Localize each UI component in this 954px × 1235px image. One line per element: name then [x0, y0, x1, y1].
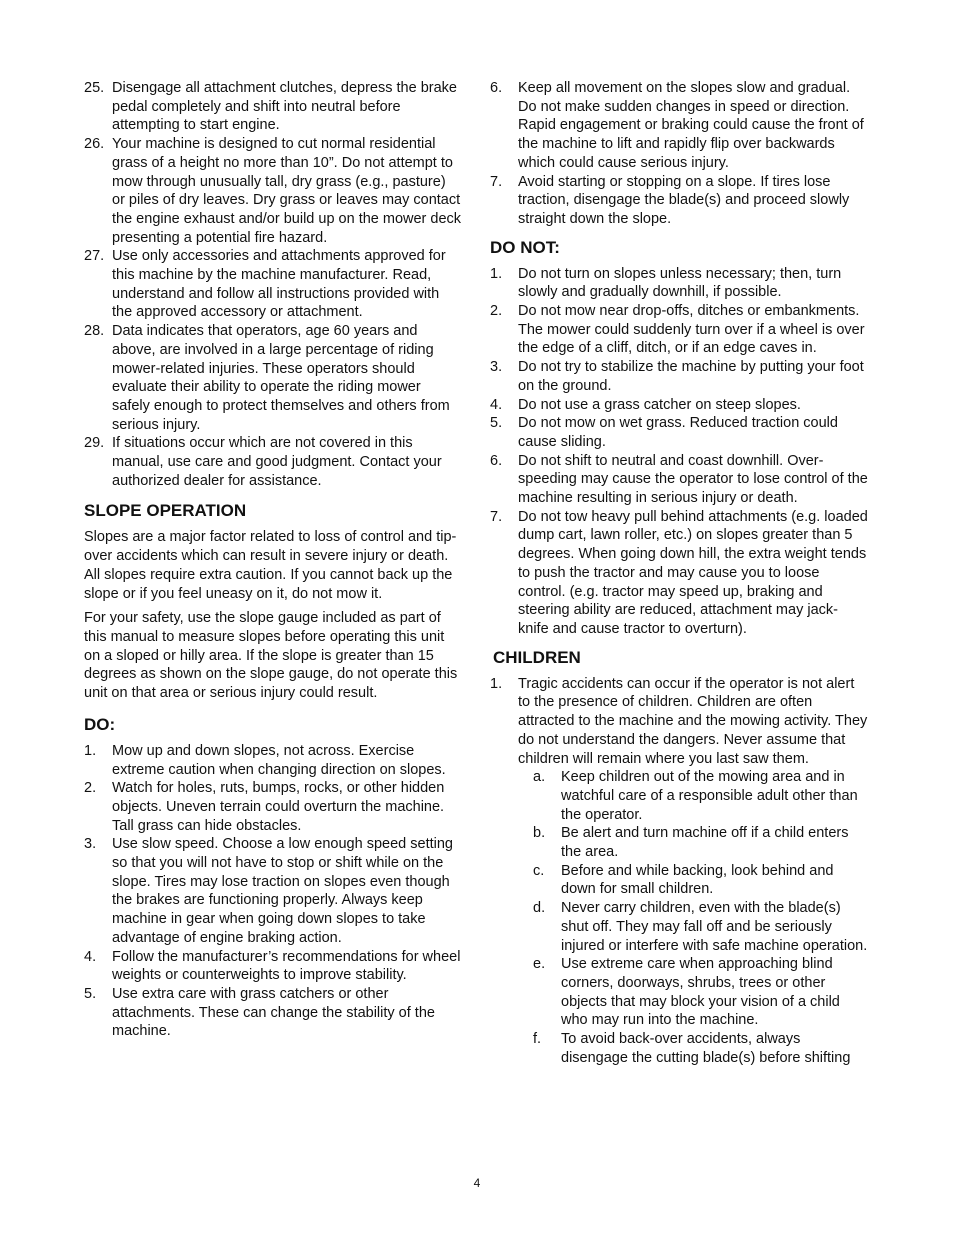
- do-not-list: [490, 265, 868, 639]
- list-item: 29. If situations occur which are not covered in this manual, use care and good judgment. Contact your authorized dealer for assistance.: [84, 435, 442, 489]
- sub-list-item: e. Use extreme care when approaching blind corners, doorways, shrubs, trees or other objects that may block your vision of a child who may run into the machine.: [533, 956, 840, 1029]
- sub-list-item: d. Never carry children, even with the blade(s) shut off. They may fall off and be seriously injured or interfere with safe machine operation.: [533, 900, 868, 954]
- list-item: 3. Do not try to stabilize the machine by putting your foot on the ground.: [490, 359, 864, 394]
- list-item: 26. Your machine is designed to cut normal residential grass of a height no more than 10”. Do not attempt to mow through unusually tall, dry grass (e.g., pasture) or piles of dry leaves. Dry grass or leaves may contact the engine exhaust and/or build up on the mower deck presenting a potential fire hazard.: [84, 136, 462, 246]
- list-item: 1. Do not turn on slopes unless necessary; then, turn slowly and gradually downhill, if possible.: [490, 265, 842, 301]
- slope-gauge-paragraph: For your safety, use the slope gauge included as part of this manual to measure slopes before operating this unit on a sloped or hilly area. If the slope is greater than 15 degrees as shown on the slope gauge, do not operate this unit on that area or serious injury could result.: [84, 610, 458, 702]
- do-list: [84, 742, 462, 1041]
- list-item: 7. Avoid starting or stopping on a slope. If tires lose traction, disengage the blade(s) and proceed slowly straight down the slope.: [490, 173, 850, 227]
- list-item: 4. Do not use a grass catcher on steep slopes.: [490, 396, 801, 413]
- list-item: 28. Data indicates that operators, age 60 years and above, are involved in a large percentage of riding mower-related injuries. These operators should evaluate their ability to operate the riding mower safely enough to protect themselves and others from serious injury.: [84, 323, 450, 433]
- list-item: 5. Use extra care with grass catchers or other attachments. These can change the stability of the machine.: [84, 985, 435, 1040]
- sub-list-item: c. Before and while backing, look behind and down for small children.: [533, 862, 834, 898]
- sub-list-item: a. Keep children out of the mowing area and in watchful care of a responsible adult other than the operator.: [533, 769, 858, 823]
- page-number: 4: [473, 1176, 481, 1190]
- list-item: 27. Use only accessories and attachments approved for this machine by the machine manufacturer. Read, understand and follow all instructions provided with the approved accessory or attachment.: [84, 248, 446, 321]
- children-sub-list: [490, 768, 868, 1067]
- list-item: 2. Watch for holes, ruts, bumps, rocks, or other hidden objects. Uneven terrain could overturn the machine. Tall grass can hide obstacles.: [84, 780, 445, 834]
- list-item: 3. Use slow speed. Choose a low enough speed setting so that you will not have to stop or shift while on the slope. Tires may lose traction on slopes even though the brakes are functioning properly. Always keep machine in gear when going down slopes to take advantage of engine braking action.: [84, 836, 453, 946]
- right-column: [490, 79, 868, 1067]
- do-heading: DO:: [84, 714, 116, 734]
- list-item: 7. Do not tow heavy pull behind attachments (e.g. loaded dump cart, lawn roller, etc.) on slopes greater than 5 degrees. When going down hill, the extra weight tends to push the tractor and may cause you to loose control. (e.g. tractor may speed up, braking and steering ability are reduced, attachment may jack-knife and cause tractor to overturn).: [490, 508, 868, 637]
- sub-list-item: f. To avoid back-over accidents, always disengage the cutting blade(s) before shifting: [533, 1031, 851, 1066]
- list-item: 6. Keep all movement on the slopes slow and gradual. Do not make sudden changes in speed or direction. Rapid engagement or braking could cause the front of the machine to lift and rapidly flip over backwards which could cause serious injury.: [490, 80, 864, 171]
- list-item: 1. Tragic accidents can occur if the operator is not alert to the presence of children. Children are often attracted to the machine and the mowing activity. They do not understand the dangers. Never assume that children will remain where you last saw them.: [490, 675, 868, 767]
- do-list-continued: [490, 79, 868, 229]
- list-item: 5. Do not mow on wet grass. Reduced traction could cause sliding.: [490, 415, 838, 450]
- list-item: 2. Do not mow near drop-offs, ditches or embankments. The mower could suddenly turn over if a wheel is over the edge of a cliff, ditch, or if an edge caves in.: [490, 303, 865, 357]
- slope-operation-heading: SLOPE OPERATION: [84, 501, 247, 521]
- slope-paragraph: Slopes are a major factor related to loss of control and tip-over accidents which can result in severe injury or death. All slopes require extra caution. If you cannot back up the slope or if you feel uneasy on it, do not mow it.: [84, 529, 457, 602]
- list-item: 6. Do not shift to neutral and coast downhill. Over-speeding may cause the operator to lose control of the machine resulting in serious injury or death.: [490, 452, 868, 507]
- left-column: [84, 79, 462, 1041]
- safety-list-continued: [84, 79, 462, 490]
- sub-list-item: b. Be alert and turn machine off if a child enters the area.: [533, 825, 849, 861]
- list-item: 4. Follow the manufacturer’s recommendations for wheel weights or counterweights to improve stability.: [84, 948, 461, 984]
- children-heading: CHILDREN: [493, 647, 581, 667]
- do-not-heading: DO NOT:: [490, 237, 560, 257]
- list-item: 25. Disengage all attachment clutches, depress the brake pedal completely and shift into neutral before attempting to start engine.: [84, 80, 457, 134]
- list-item: 1. Mow up and down slopes, not across. Exercise extreme caution when changing direction on slopes.: [84, 742, 446, 778]
